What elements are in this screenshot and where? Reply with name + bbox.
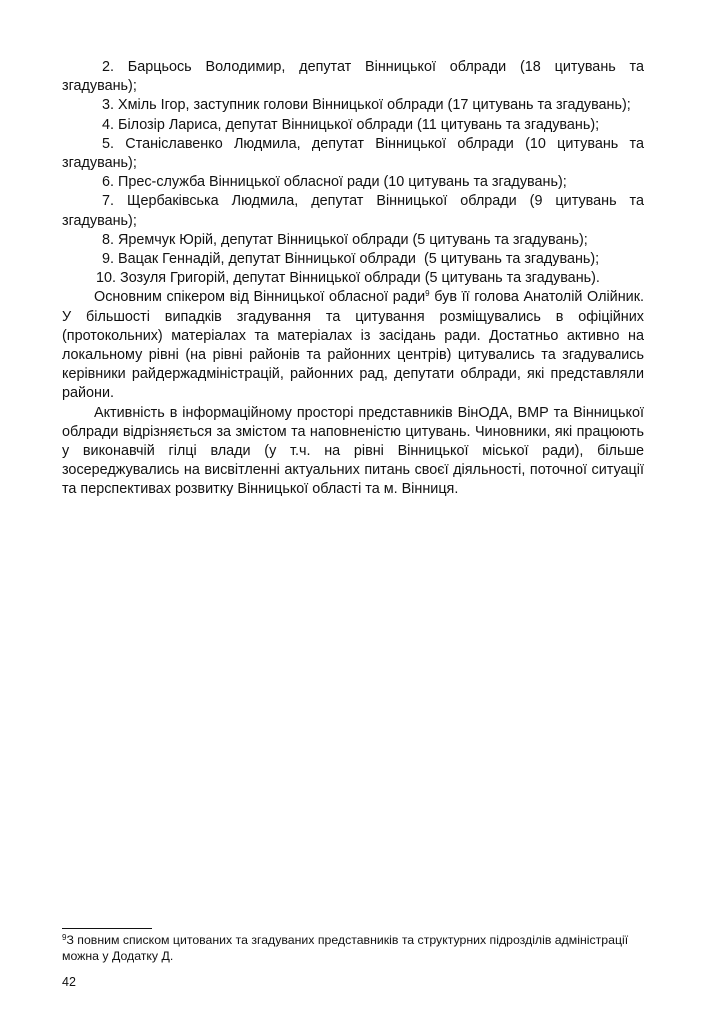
list-item: 4. Білозір Лариса, депутат Вінницької облради (11 цитувань та згадувань); [102, 116, 600, 133]
list-item: 7. Щербаківська Людмила, депутат Вінницької облради (9 цитувань та згадувань); [62, 193, 644, 229]
paragraph-text: Основним спікером від Вінницької обласної ради [94, 289, 426, 306]
footnote-marker: 9 [62, 933, 67, 942]
footnote [62, 932, 652, 964]
footnote-text: З повним списком цитованих та згадуваних представників та структурних підрозділів адміністрації можна у Додатку Д. [62, 933, 629, 963]
paragraph-main-speaker [62, 288, 644, 403]
list-item: 8. Яремчук Юрій, депутат Вінницької облради (5 цитувань та згадувань); [102, 231, 588, 248]
footnote-reference[interactable]: 9 [425, 289, 430, 299]
list-item: 10. Зозуля Григорій, депутат Вінницької облради (5 цитувань та згадувань). [96, 270, 600, 287]
paragraph-activity: Активність в інформаційному просторі представників ВінОДА, ВМР та Вінницької облради відрізняється за змістом та наповненістю цитувань. Чиновники, які працюють у виконавчій гілці влади (у т.ч. на рівні Вінницької міської ради), більше зосереджувались на висвітленні актуальних питань своєї діяльності, поточної ситуації та перспективах розвитку Вінницької області та м. Вінниця. [62, 404, 644, 498]
page-number: 42 [62, 975, 76, 989]
list-item: 6. Прес-служба Вінницької обласної ради (10 цитувань та згадувань); [102, 174, 567, 191]
list-item: 5. Станіславенко Людмила, депутат Вінницької облради (10 цитувань та згадувань); [62, 135, 644, 172]
page-body [62, 58, 644, 500]
paragraph-text: був її голова Анатолій Олійник. У більшості випадків згадування та цитування розміщувались в офіційних (протокольних) матеріалах та матеріалах із засідань ради. Достатньо активно на локальному рівні (на рівні районів та районних центрів) цитувались та згадувались керівники райдержадміністрацій, районних рад, депутати облради, які представляли райони. [62, 289, 644, 402]
footnote-divider [62, 928, 152, 929]
list-item: 3. Хміль Ігор, заступник голови Вінницької облради (17 цитувань та згадувань); [102, 97, 631, 114]
list-item: 9. Вацак Геннадій, депутат Вінницької облради (5 цитувань та згадувань); [102, 251, 600, 268]
list-item: 2. Барцьось Володимир, депутат Вінницької облради (18 цитувань та згадувань); [62, 59, 644, 95]
